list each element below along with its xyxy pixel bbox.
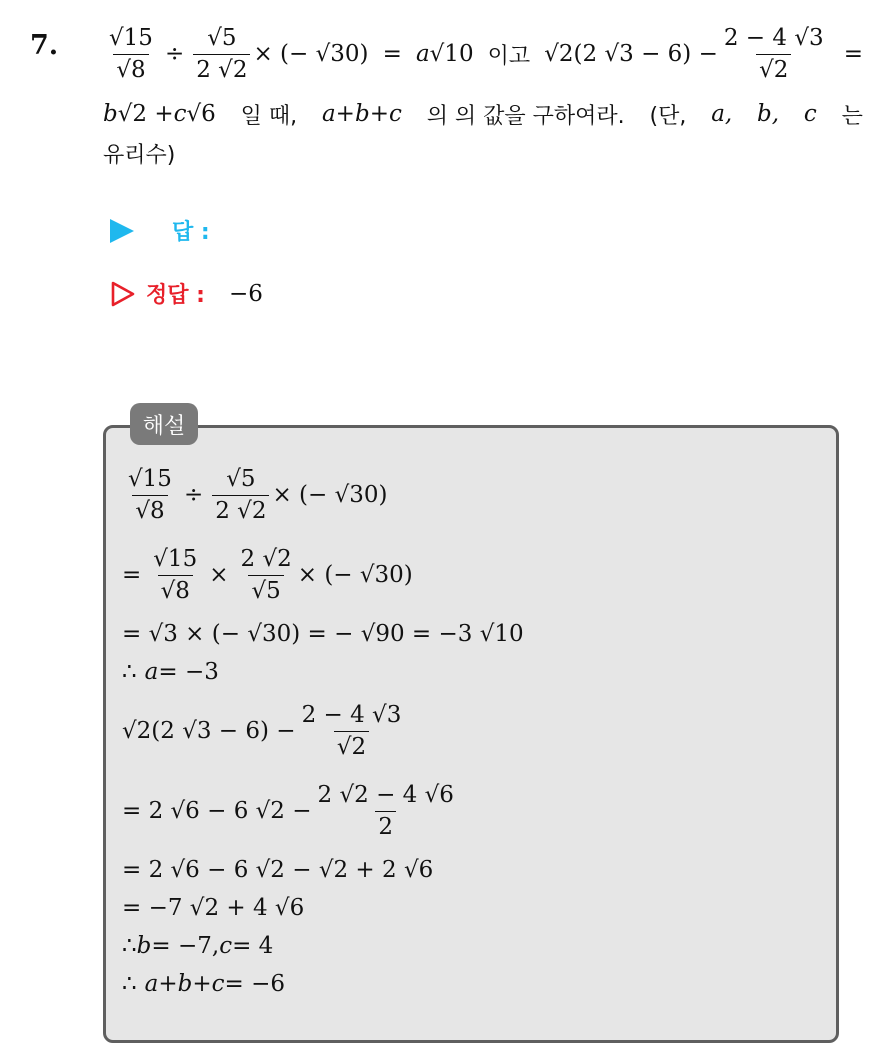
fraction: [193, 25, 250, 83]
expression-1: [103, 25, 369, 83]
step-expression: = 2 √6 − 6 √2 −: [122, 798, 312, 824]
variable-b: b: [136, 933, 152, 959]
condition-text: 는: [841, 103, 863, 129]
bc-expression: [103, 101, 216, 127]
variable-c: c: [211, 971, 225, 997]
answer-label: 답 :: [172, 220, 210, 245]
expression-tail: × (− √30): [272, 482, 388, 508]
problem-line-3: [103, 134, 863, 172]
expression-2: [544, 25, 829, 83]
condition-close: 유리수): [103, 142, 176, 168]
solution-tag: 해설: [130, 403, 198, 445]
solution-step-10: [122, 965, 822, 1003]
text-when: 일 때,: [240, 103, 298, 129]
solution-step-8: [122, 889, 822, 927]
denominator: √2: [756, 54, 791, 83]
problem-line-1: [103, 16, 863, 92]
variable-c: c: [173, 101, 187, 127]
solution-step-5: [122, 691, 822, 771]
variable-b: b: [354, 101, 370, 127]
expression-2-head: √2(2 √3 − 6) −: [544, 41, 718, 67]
filled-triangle-icon: [110, 219, 134, 243]
text-find: 의 의 값을 구하여라.: [426, 103, 625, 129]
variable-b: b: [103, 101, 118, 127]
solution-step-3: [122, 615, 822, 653]
division-sign: ÷: [164, 41, 185, 67]
variable-a: a: [415, 41, 430, 67]
step-expression: = −7,: [151, 933, 220, 959]
sqrt-10: √10: [429, 41, 474, 67]
equals-sign: =: [122, 562, 142, 588]
c-term: √6: [186, 101, 216, 127]
numerator: 2 − 4 √3: [301, 702, 402, 729]
variable-c: c: [388, 101, 402, 127]
denominator: √8: [158, 575, 193, 604]
variable-b: b,: [757, 101, 780, 127]
denominator: √5: [248, 575, 283, 604]
times-sign: ×: [209, 562, 229, 588]
variable-a: a: [321, 101, 336, 127]
fraction: [299, 702, 405, 760]
plus-sign: +: [335, 101, 355, 127]
solution-content: [122, 455, 822, 1003]
fraction: [212, 466, 269, 524]
variable-a: a: [144, 971, 159, 997]
step-expression: = −3: [158, 659, 219, 685]
numerator: 2 − 4 √3: [723, 25, 824, 52]
numerator: √5: [226, 466, 256, 493]
plus-sign: +: [158, 971, 178, 997]
denominator: √8: [113, 54, 148, 83]
correct-answer-row: [110, 278, 263, 309]
step-expression: = −7 √2 + 4 √6: [122, 895, 305, 921]
solution-step-9: [122, 927, 822, 965]
numerator: √15: [109, 25, 153, 52]
condition-open: (단,: [649, 103, 687, 129]
outline-triangle-icon: [110, 280, 136, 308]
plus-sign: +: [192, 971, 212, 997]
equals-sign: =: [382, 41, 402, 67]
step-expression: √2(2 √3 − 6) −: [122, 718, 296, 744]
therefore-symbol: ∴: [122, 971, 137, 997]
variable-a: a,: [711, 101, 733, 127]
therefore-symbol: ∴: [122, 933, 137, 959]
answer-row: [110, 215, 234, 246]
variable-c: c: [219, 933, 233, 959]
step-expression: = −6: [224, 971, 286, 997]
denominator: 2: [375, 811, 396, 840]
correct-answer-label: 정답 :: [146, 283, 205, 308]
problem-statement: [103, 16, 863, 172]
solution-step-4: [122, 653, 822, 691]
numerator: 2 √2: [240, 546, 292, 573]
equals-sign: =: [843, 41, 863, 67]
fraction: [150, 546, 200, 604]
sum-expression: [322, 101, 402, 127]
expression-tail: × (− √30): [297, 562, 413, 588]
denominator: 2 √2: [212, 495, 269, 524]
plus-sign: +: [369, 101, 389, 127]
fraction: [721, 25, 827, 83]
numerator: 2 √2 − 4 √6: [317, 782, 454, 809]
numerator: √15: [128, 466, 172, 493]
step-expression: = 2 √6 − 6 √2 − √2 + 2 √6: [122, 857, 434, 883]
solution-step-2: [122, 535, 822, 615]
problem-number: 7.: [30, 30, 59, 61]
text-igo: 이고: [487, 43, 531, 69]
numerator: √5: [207, 25, 237, 52]
variable-c: c: [803, 101, 817, 127]
expression-tail: × (− √30): [253, 41, 369, 67]
variable-b: b: [177, 971, 193, 997]
denominator: √8: [132, 495, 167, 524]
division-sign: ÷: [183, 482, 204, 508]
therefore-symbol: ∴: [122, 659, 137, 685]
solution-step-6: [122, 771, 822, 851]
variable-a: a: [144, 659, 159, 685]
fraction: [315, 782, 457, 840]
problem-line-2: [103, 94, 863, 134]
a-sqrt10: [416, 41, 474, 67]
fraction: [238, 546, 295, 604]
fraction: [106, 25, 156, 83]
step-expression: = √3 × (− √30) = − √90 = −3 √10: [122, 621, 524, 647]
denominator: 2 √2: [193, 54, 250, 83]
correct-answer-value: −6: [228, 280, 263, 307]
denominator: √2: [334, 731, 369, 760]
fraction: [125, 466, 175, 524]
numerator: √15: [153, 546, 198, 573]
solution-step-1: [122, 455, 822, 535]
step-expression: = 4: [232, 933, 274, 959]
solution-step-7: [122, 851, 822, 889]
b-term: √2 +: [117, 101, 174, 127]
